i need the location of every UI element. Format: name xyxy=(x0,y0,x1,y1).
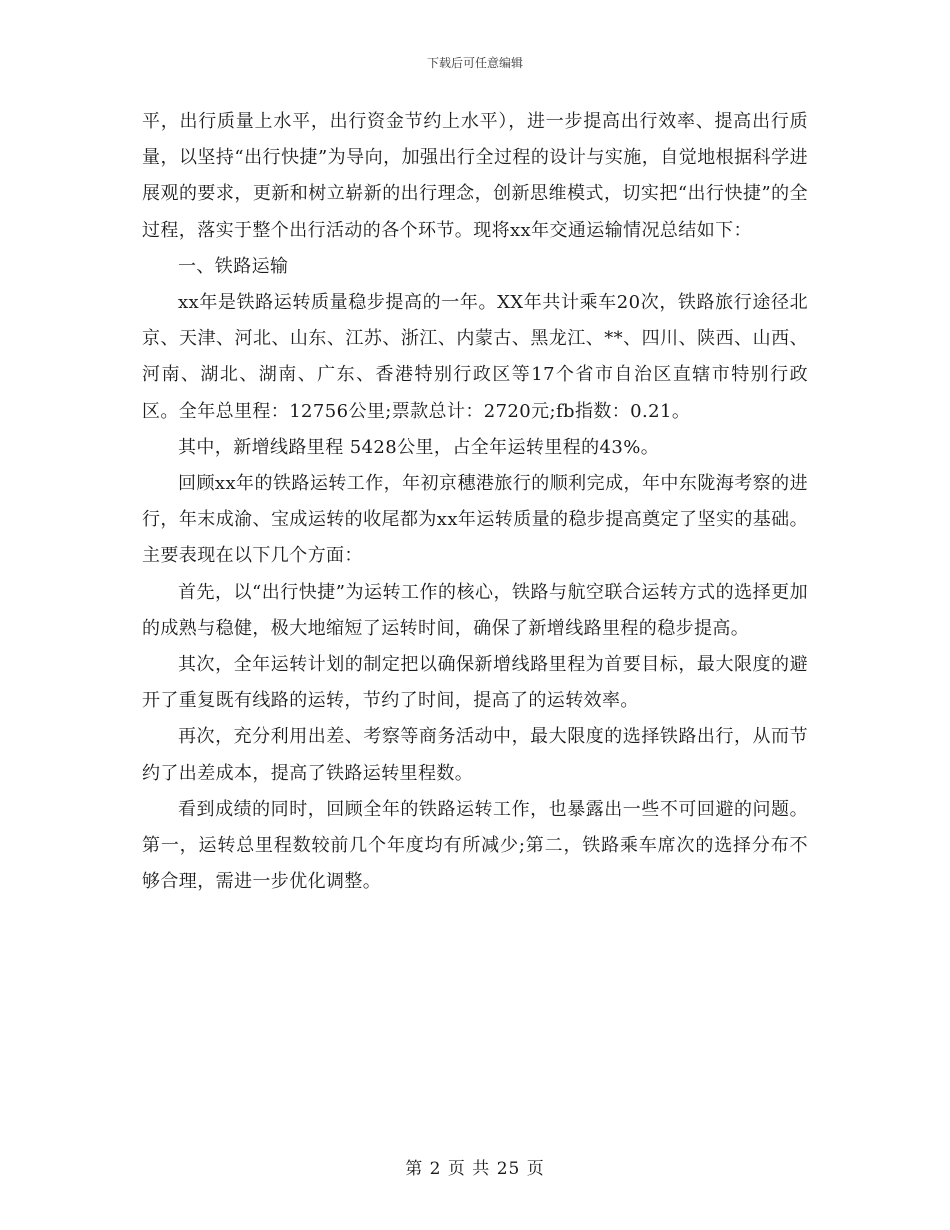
paragraph-railway-summary: xx年是铁路运转质量稳步提高的一年。XX年共计乘车20次，铁路旅行途径北京、天津、河北、山东、江苏、浙江、内蒙古、黑龙江、**、四川、陕西、山西、河南、湖北、湖南、广东、香港特别行政区等17个省市自治区直辖市特别行政区。全年总里程：12756公里;票款总计：2720元;fb指数：0.21。 xyxy=(142,292,808,422)
paragraph-third: 再次，充分利用出差、考察等商务活动中，最大限度的选择铁路出行，从而节约了出差成本，提高了铁路运转里程数。 xyxy=(142,726,808,784)
paragraph-first: 首先，以“出行快捷”为运转工作的核心，铁路与航空联合运转方式的选择更加的成熟与稳健，极大地缩短了运转时间，确保了新增线路里程的稳步提高。 xyxy=(142,581,808,639)
page-footer: 第 2 页 共 25 页 xyxy=(405,1159,545,1179)
paragraph-second: 其次，全年运转计划的制定把以确保新增线路里程为首要目标，最大限度的避开了重复既有线路的运转，节约了时间，提高了的运转效率。 xyxy=(142,654,808,712)
paragraph-review: 回顾xx年的铁路运转工作，年初京穗港旅行的顺利完成，年中东陇海考察的进行，年末成渝、宝成运转的收尾都为xx年运转质量的稳步提高奠定了坚实的基础。主要表现在以下几个方面： xyxy=(142,473,808,567)
paragraph-continuation: 平，出行质量上水平，出行资金节约上水平），进一步提高出行效率、提高出行质量，以坚持“出行快捷”为导向，加强出行全过程的设计与实施，自觉地根据科学进展观的要求，更新和树立崭新的出行理念，创新思维模式，切实把“出行快捷”的全过程，落实于整个出行活动的各个环节。现将xx年交通运输情况总结如下： xyxy=(142,111,808,241)
paragraph-problems: 看到成绩的同时，回顾全年的铁路运转工作，也暴露出一些不可回避的问题。第一，运转总里程数较前几个年度均有所减少;第二，铁路乘车席次的选择分布不够合理，需进一步优化调整。 xyxy=(142,798,808,893)
page-header: 下载后可任意编辑 xyxy=(426,56,523,70)
paragraph-new-lines: 其中，新增线路里程 5428公里，占全年运转里程的43%。 xyxy=(178,436,660,458)
document-body xyxy=(142,104,808,900)
section-heading-railway: 一、铁路运输 xyxy=(178,255,289,277)
